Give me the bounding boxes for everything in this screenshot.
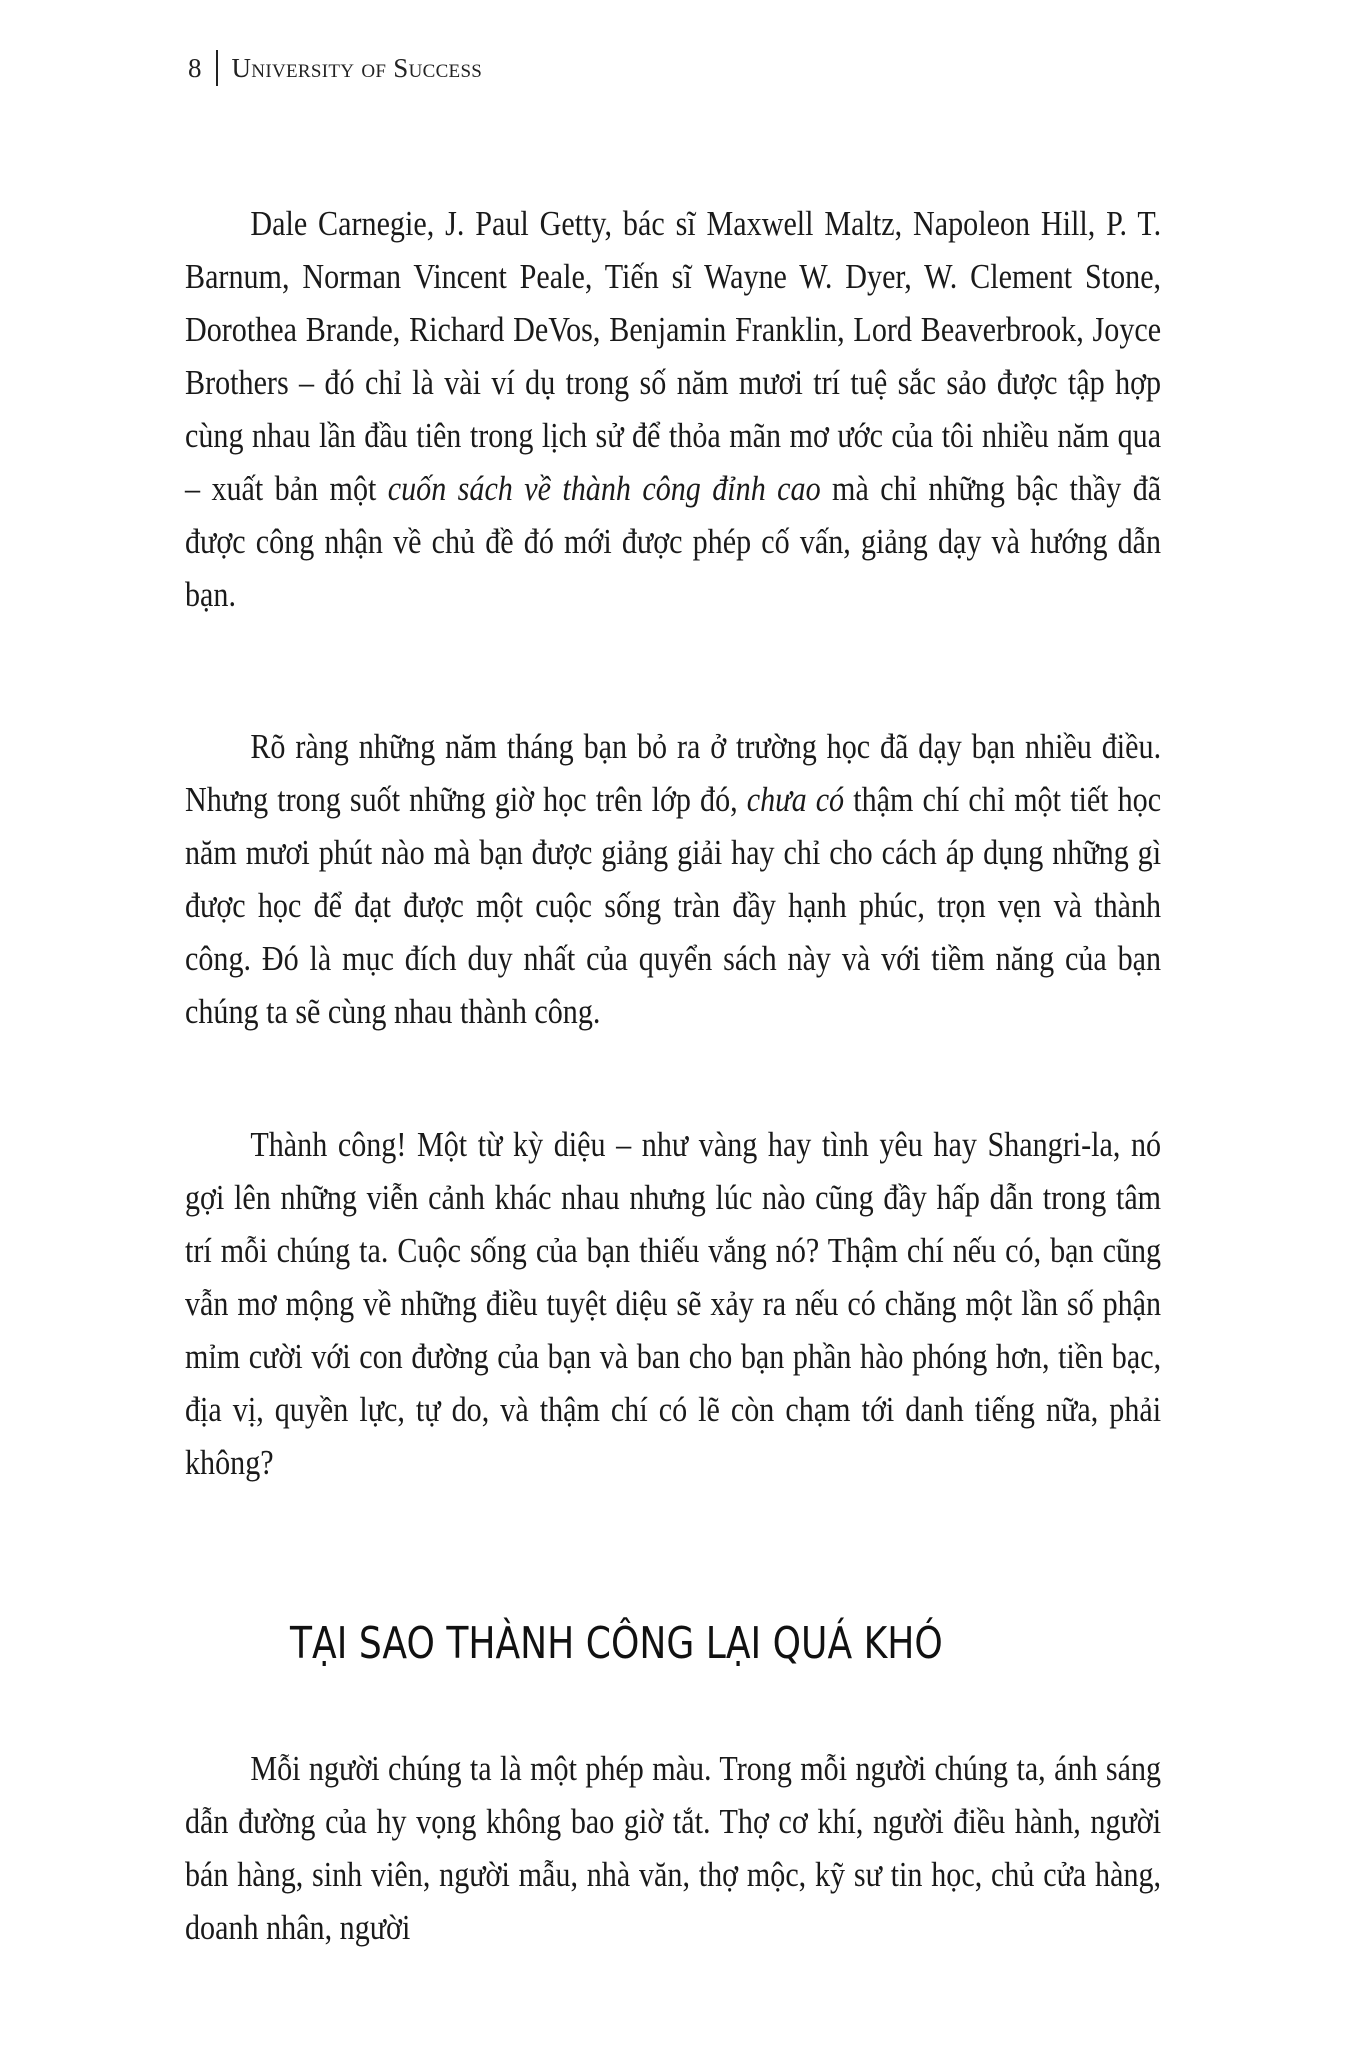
text-span: mà chỉ những bậc thầy đã được công nhận về chủ đề đó mới được phép cố vấn, giảng dạy và hướng dẫn bạn.: [185, 469, 1162, 614]
text-span: Dale Carnegie, J. Paul Getty, bác sĩ Maxwell Maltz, Napoleon Hill, P. T. Barnum, Norman Vincent Peale, Tiến sĩ Wayne W. Dyer, W. Clement Stone, Dorothea Brande, Richard DeVos, Benjamin Franklin, Lord Beaverbrook, Joyce Brothers – đó chỉ là vài ví dụ trong số năm mươi trí tuệ sắc sảo được tập hợp cùng nhau lần đầu tiên trong lịch sử để thỏa mãn mơ ước của tôi nhiều năm qua – xuất bản một: [185, 204, 1162, 508]
paragraph-text: Thành công! Một từ kỳ diệu – như vàng hay tình yêu hay Shangri-la, nó gợi lên những viễn cảnh khác nhau nhưng lúc nào cũng đầy hấp dẫn trong tâm trí mỗi chúng ta. Cuộc sống của bạn thiếu vắng nó? Thậm chí nếu có, bạn cũng vẫn mơ mộng về những điều tuyệt diệu sẽ xảy ra nếu có chăng một lần số phận mỉm cười với con đường của bạn và ban cho bạn phần hào phóng hơn, tiền bạc, địa vị, quyền lực, tự do, và thậm chí có lẽ còn chạm tới danh tiếng nữa, phải không?: [185, 1125, 1162, 1482]
section-paragraph-1: [185, 1742, 1161, 1954]
text-span: thậm chí chỉ một tiết học năm mươi phút nào mà bạn được giảng giải hay chỉ cho cách áp dụng những gì được học để đạt được một cuộc sống tràn đầy hạnh phúc, trọn vẹn và thành công. Đó là mục đích duy nhất của quyển sách này và với tiềm năng của bạn chúng ta sẽ cùng nhau thành công.: [185, 780, 1162, 1031]
paragraph-2: [185, 720, 1161, 1038]
page-number: 8: [188, 52, 202, 83]
emphasis-text: cuốn sách về thành công đỉnh cao: [387, 469, 821, 508]
section-heading: TẠI SAO THÀNH CÔNG LẠI QUÁ KHÓ: [290, 1618, 943, 1669]
book-title: University of Success: [231, 52, 483, 83]
header-divider: [216, 50, 218, 86]
running-head: [188, 48, 482, 88]
paragraph-3: [185, 1118, 1161, 1489]
paragraph-text: [185, 720, 1161, 1038]
text-span: Rõ ràng những năm tháng bạn bỏ ra ở trường học đã dạy bạn nhiều điều. Nhưng trong suốt những giờ học trên lớp đó,: [185, 727, 1162, 819]
paragraph-text: Mỗi người chúng ta là một phép màu. Trong mỗi người chúng ta, ánh sáng dẫn đường của hy vọng không bao giờ tắt. Thợ cơ khí, người điều hành, người bán hàng, sinh viên, người mẫu, nhà văn, thợ mộc, kỹ sư tin học, chủ cửa hàng, doanh nhân, người: [185, 1749, 1162, 1947]
emphasis-text: chưa có: [746, 780, 845, 819]
paragraph-text: [185, 197, 1161, 621]
paragraph-1: [185, 197, 1161, 621]
